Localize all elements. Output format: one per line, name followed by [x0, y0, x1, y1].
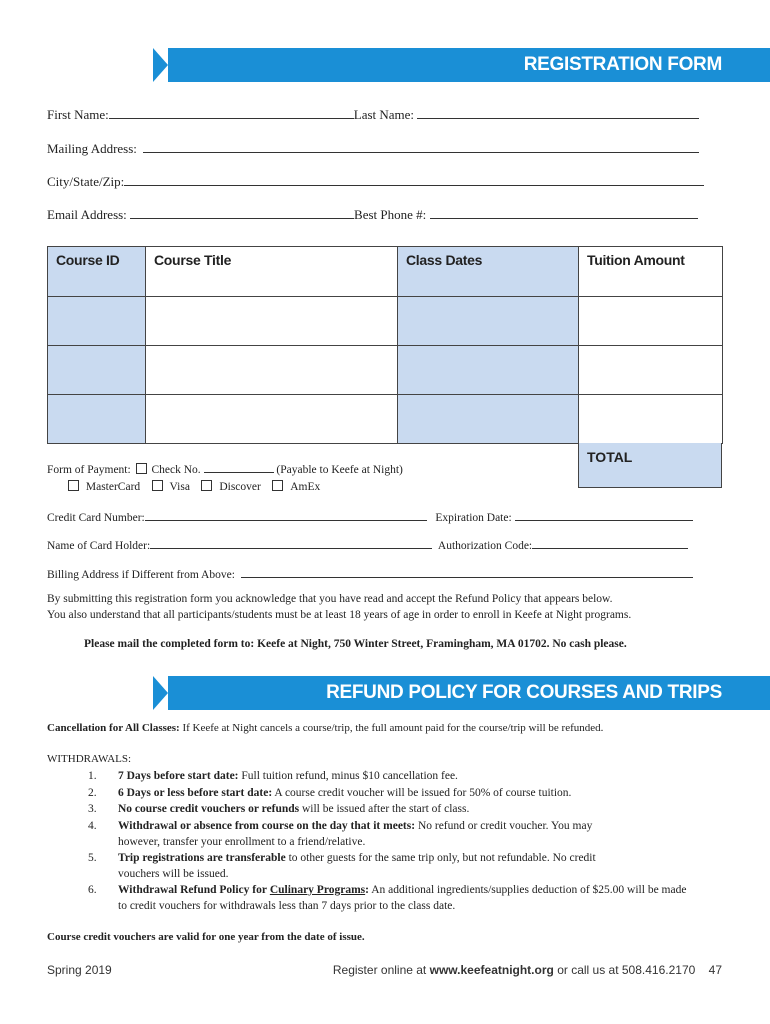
- website-link[interactable]: www.keefeatnight.org: [429, 963, 554, 977]
- check-checkbox[interactable]: [136, 463, 147, 474]
- item-continuation: however, transfer your enrollment to a friend/relative.: [118, 836, 366, 848]
- billing-row: [47, 566, 693, 581]
- card-holder-label: Name of Card Holder:: [47, 540, 151, 552]
- course-id-cell[interactable]: [48, 346, 146, 395]
- cancellation-bold: Cancellation for All Classes:: [47, 722, 180, 734]
- amex-checkbox[interactable]: [272, 480, 283, 491]
- table-row: [48, 346, 723, 395]
- discover-label: Discover: [219, 481, 261, 493]
- last-name-label: Last Name:: [353, 107, 415, 122]
- amex-label: AmEx: [290, 481, 321, 493]
- cc-row: [47, 509, 693, 524]
- tuition-cell[interactable]: [579, 395, 723, 444]
- footer-register: [333, 963, 722, 977]
- course-table: [47, 246, 723, 444]
- item-bold: Withdrawal Refund Policy for: [118, 884, 267, 896]
- registration-banner: [153, 48, 770, 82]
- city-state-zip-field[interactable]: [124, 174, 704, 186]
- call-text: or call us at 508.416.2170: [553, 963, 696, 977]
- city-state-zip-label: City/State/Zip:: [47, 174, 125, 189]
- mailing-address-label: Mailing Address:: [47, 141, 137, 156]
- item-continuation: vouchers will be issued.: [118, 868, 229, 880]
- address-row: [47, 141, 699, 157]
- registration-title: REGISTRATION FORM: [523, 54, 722, 75]
- item-text: An additional ingredients/supplies deduction of $25.00 will be made: [368, 884, 687, 896]
- billing-field[interactable]: [241, 566, 693, 578]
- city-row: [47, 174, 704, 190]
- course-title-cell[interactable]: [146, 346, 398, 395]
- voucher-validity: Course credit vouchers are valid for one year from the date of issue.: [47, 931, 365, 943]
- item-text: to other guests for the same trip only, but not refundable. No credit: [285, 852, 596, 864]
- page-number: 47: [708, 963, 722, 977]
- item-number: 6.: [88, 884, 97, 896]
- course-title-cell[interactable]: [146, 297, 398, 346]
- best-phone-label: Best Phone #:: [354, 207, 427, 222]
- tuition-cell[interactable]: [579, 346, 723, 395]
- course-id-cell[interactable]: [48, 395, 146, 444]
- form-of-payment-label: Form of Payment:: [47, 464, 131, 476]
- mailing-address-field[interactable]: [143, 141, 699, 153]
- footer-season: Spring 2019: [47, 963, 112, 977]
- check-number-field[interactable]: [204, 461, 274, 473]
- billing-label: Billing Address if Different from Above:: [47, 569, 235, 581]
- mastercard-label: MasterCard: [85, 481, 141, 493]
- email-field[interactable]: [130, 207, 354, 219]
- holder-row: [47, 537, 688, 552]
- item-text: A course credit voucher will be issued for 50% of course tuition.: [272, 787, 572, 799]
- last-name-field[interactable]: [417, 107, 699, 119]
- cc-number-label: Credit Card Number:: [47, 512, 145, 524]
- tuition-cell[interactable]: [579, 297, 723, 346]
- item-text: No refund or credit voucher. You may: [415, 820, 593, 832]
- total-box[interactable]: [578, 443, 722, 488]
- expiration-field[interactable]: [515, 509, 693, 521]
- mail-instructions: Please mail the completed form to: Keefe at Night, 750 Winter Street, Framingham, MA 01702. No cash please.: [84, 638, 627, 650]
- auth-code-field[interactable]: [532, 537, 688, 549]
- table-row: [48, 395, 723, 444]
- first-name-field[interactable]: [109, 107, 354, 119]
- payment-row: [47, 461, 403, 476]
- card-options: [68, 480, 320, 493]
- refund-title: REFUND POLICY FOR COURSES AND TRIPS: [326, 682, 722, 703]
- item-number: 3.: [88, 803, 97, 815]
- table-row: [48, 297, 723, 346]
- tuition-amount-header: Tuition Amount: [579, 247, 723, 297]
- email-row: [47, 207, 698, 223]
- card-holder-field[interactable]: [150, 537, 432, 549]
- visa-label: Visa: [169, 481, 190, 493]
- email-label: Email Address:: [47, 207, 127, 222]
- item-bold: Withdrawal or absence from course on the day that it meets:: [118, 820, 416, 832]
- course-id-cell[interactable]: [48, 297, 146, 346]
- refund-banner: [153, 676, 770, 710]
- auth-code-label: Authorization Code:: [437, 540, 533, 552]
- item-number: 4.: [88, 820, 97, 832]
- culinary-programs-link: Culinary Programs: [269, 884, 366, 896]
- name-row: [47, 107, 699, 123]
- cancellation-text: [47, 722, 603, 734]
- course-title-header: Course Title: [146, 247, 398, 297]
- class-dates-header: Class Dates: [398, 247, 579, 297]
- item-bold: 7 Days before start date:: [118, 770, 239, 782]
- best-phone-field[interactable]: [430, 207, 698, 219]
- total-label: TOTAL: [587, 449, 633, 465]
- item-text: Full tuition refund, minus $10 cancellation fee.: [238, 770, 458, 782]
- acknowledge-line-2: You also understand that all participants/students must be at least 18 years of age in order to enroll in Keefe at Night programs.: [47, 609, 632, 621]
- cc-number-field[interactable]: [145, 509, 427, 521]
- expiration-label: Expiration Date:: [435, 512, 512, 524]
- item-continuation: to credit vouchers for withdrawals less than 7 days prior to the class date.: [118, 900, 456, 912]
- payable-note: (Payable to Keefe at Night): [276, 464, 403, 476]
- visa-checkbox[interactable]: [152, 480, 163, 491]
- withdrawals-heading: WITHDRAWALS:: [47, 753, 132, 765]
- item-text: will be issued after the start of class.: [299, 803, 470, 815]
- acknowledge-line-1: By submitting this registration form you acknowledge that you have read and accept the Refund Policy that appears below.: [47, 593, 613, 605]
- first-name-label: First Name:: [47, 107, 109, 122]
- item-number: 5.: [88, 852, 97, 864]
- course-title-cell[interactable]: [146, 395, 398, 444]
- item-number: 1.: [88, 770, 97, 782]
- register-prefix: Register online at: [332, 963, 430, 977]
- cancellation-body: If Keefe at Night cancels a course/trip, the full amount paid for the course/trip will be refunded.: [179, 722, 604, 734]
- class-dates-cell[interactable]: [398, 395, 579, 444]
- item-bold: Trip registrations are transferable: [118, 852, 286, 864]
- discover-checkbox[interactable]: [201, 480, 212, 491]
- item-number: 2.: [88, 787, 97, 799]
- item-colon: :: [365, 884, 369, 896]
- class-dates-cell[interactable]: [398, 346, 579, 395]
- mastercard-checkbox[interactable]: [68, 480, 79, 491]
- course-id-header: Course ID: [48, 247, 146, 297]
- item-bold: No course credit vouchers or refunds: [118, 803, 300, 815]
- class-dates-cell[interactable]: [398, 297, 579, 346]
- check-label: Check No.: [151, 464, 201, 476]
- item-bold: 6 Days or less before start date:: [118, 787, 273, 799]
